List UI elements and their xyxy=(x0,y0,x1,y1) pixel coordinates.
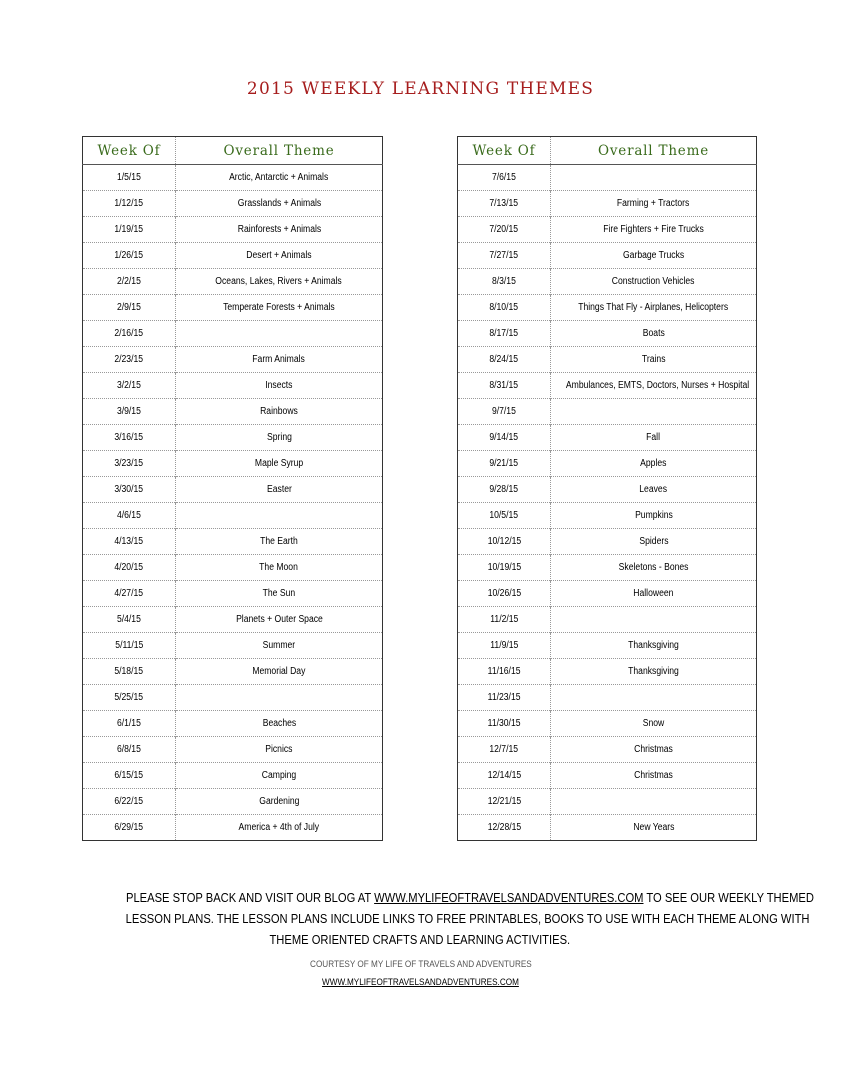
week-of-cell: 8/3/15 xyxy=(458,269,551,295)
week-of-cell: 5/11/15 xyxy=(83,633,176,659)
week-of-cell: 3/2/15 xyxy=(83,373,176,399)
overall-theme-cell: Apples xyxy=(551,451,757,477)
week-of-cell: 9/28/15 xyxy=(458,477,551,503)
table-row xyxy=(83,607,383,633)
overall-theme-cell: Farming + Tractors xyxy=(551,191,757,217)
week-of-header: Week Of xyxy=(83,137,176,165)
week-of-cell: 10/12/15 xyxy=(458,529,551,555)
week-of-cell: 8/17/15 xyxy=(458,321,551,347)
overall-theme-cell: America + 4th of July xyxy=(176,815,383,841)
table-row xyxy=(458,815,757,841)
week-of-cell: 4/13/15 xyxy=(83,529,176,555)
overall-theme-cell: Pumpkins xyxy=(551,503,757,529)
overall-theme-cell: Thanksgiving xyxy=(551,633,757,659)
overall-theme-header: Overall Theme xyxy=(551,137,757,165)
week-of-cell: 7/13/15 xyxy=(458,191,551,217)
overall-theme-cell: Fire Fighters + Fire Trucks xyxy=(551,217,757,243)
table-row xyxy=(458,763,757,789)
overall-theme-cell: The Moon xyxy=(176,555,383,581)
week-of-cell: 7/6/15 xyxy=(458,165,551,191)
week-of-cell: 4/27/15 xyxy=(83,581,176,607)
table-row xyxy=(458,477,757,503)
table-row xyxy=(83,815,383,841)
overall-theme-cell xyxy=(551,165,757,191)
week-of-cell: 6/22/15 xyxy=(83,789,176,815)
overall-theme-cell: Rainforests + Animals xyxy=(176,217,383,243)
table-row xyxy=(458,191,757,217)
week-of-cell: 3/30/15 xyxy=(83,477,176,503)
table-body-right xyxy=(458,165,757,841)
overall-theme-cell: Garbage Trucks xyxy=(551,243,757,269)
table-row xyxy=(83,243,383,269)
table-row xyxy=(458,607,757,633)
table-row xyxy=(458,165,757,191)
blog-link[interactable]: WWW.MYLIFEOFTRAVELSANDADVENTURES.COM xyxy=(374,890,644,905)
table-row xyxy=(83,477,383,503)
overall-theme-cell: Construction Vehicles xyxy=(551,269,757,295)
overall-theme-cell: The Earth xyxy=(176,529,383,555)
table-row xyxy=(83,269,383,295)
table-row xyxy=(83,737,383,763)
week-of-cell: 9/7/15 xyxy=(458,399,551,425)
week-of-cell: 12/7/15 xyxy=(458,737,551,763)
blog-message-line-3: THEME ORIENTED CRAFTS AND LEARNING ACTIVITIES. xyxy=(269,932,571,947)
overall-theme-cell xyxy=(176,503,383,529)
courtesy-credit: COURTESY OF MY LIFE OF TRAVELS AND ADVENTURES xyxy=(309,959,532,970)
overall-theme-cell: Memorial Day xyxy=(176,659,383,685)
week-of-cell: 1/19/15 xyxy=(83,217,176,243)
overall-theme-cell xyxy=(551,789,757,815)
week-of-cell: 2/9/15 xyxy=(83,295,176,321)
overall-theme-cell: Planets + Outer Space xyxy=(176,607,383,633)
blog-message xyxy=(70,887,814,950)
overall-theme-cell: New Years xyxy=(551,815,757,841)
courtesy-link-line xyxy=(0,977,841,988)
overall-theme-cell: Fall xyxy=(551,425,757,451)
table-row xyxy=(83,581,383,607)
table-row xyxy=(458,503,757,529)
week-of-cell: 2/16/15 xyxy=(83,321,176,347)
overall-theme-cell: Easter xyxy=(176,477,383,503)
overall-theme-cell: Trains xyxy=(551,347,757,373)
overall-theme-cell: Farm Animals xyxy=(176,347,383,373)
table-row xyxy=(83,373,383,399)
overall-theme-cell xyxy=(551,607,757,633)
table-row xyxy=(458,685,757,711)
blog-message-line-2: LESSON PLANS. THE LESSON PLANS INCLUDE LINKS TO FREE PRINTABLES, BOOKS TO USE WITH EACH THEME ALONG WITH xyxy=(125,911,810,926)
overall-theme-cell: Spiders xyxy=(551,529,757,555)
table-row xyxy=(83,789,383,815)
week-of-cell: 6/15/15 xyxy=(83,763,176,789)
week-of-cell: 11/30/15 xyxy=(458,711,551,737)
overall-theme-cell: Leaves xyxy=(551,477,757,503)
overall-theme-cell: Desert + Animals xyxy=(176,243,383,269)
table-row xyxy=(83,165,383,191)
table-row xyxy=(83,529,383,555)
table-row xyxy=(458,659,757,685)
week-of-cell: 11/2/15 xyxy=(458,607,551,633)
table-row xyxy=(458,217,757,243)
table-row xyxy=(458,451,757,477)
overall-theme-cell: Summer xyxy=(176,633,383,659)
week-of-cell: 8/10/15 xyxy=(458,295,551,321)
table-row xyxy=(458,399,757,425)
table-row xyxy=(83,347,383,373)
table-row xyxy=(83,555,383,581)
table-row xyxy=(458,295,757,321)
table-row xyxy=(458,425,757,451)
week-of-cell: 10/19/15 xyxy=(458,555,551,581)
overall-theme-cell: Boats xyxy=(551,321,757,347)
table-row xyxy=(458,373,757,399)
week-of-cell: 12/21/15 xyxy=(458,789,551,815)
table-row xyxy=(458,789,757,815)
table-header-row xyxy=(458,137,757,165)
table-row xyxy=(83,191,383,217)
week-of-cell: 2/23/15 xyxy=(83,347,176,373)
overall-theme-cell xyxy=(176,685,383,711)
overall-theme-cell: Oceans, Lakes, Rivers + Animals xyxy=(176,269,383,295)
table-row xyxy=(83,399,383,425)
week-of-cell: 6/29/15 xyxy=(83,815,176,841)
week-of-cell: 7/20/15 xyxy=(458,217,551,243)
week-of-cell: 12/14/15 xyxy=(458,763,551,789)
week-of-cell: 11/16/15 xyxy=(458,659,551,685)
overall-theme-cell: Insects xyxy=(176,373,383,399)
overall-theme-cell: Halloween xyxy=(551,581,757,607)
week-of-cell: 6/1/15 xyxy=(83,711,176,737)
week-of-cell: 10/5/15 xyxy=(458,503,551,529)
week-of-cell: 11/9/15 xyxy=(458,633,551,659)
table-row xyxy=(83,711,383,737)
week-of-cell: 3/23/15 xyxy=(83,451,176,477)
overall-theme-cell xyxy=(551,685,757,711)
overall-theme-cell: Beaches xyxy=(176,711,383,737)
week-of-cell: 5/25/15 xyxy=(83,685,176,711)
table-row xyxy=(458,347,757,373)
week-of-cell: 11/23/15 xyxy=(458,685,551,711)
overall-theme-cell: Grasslands + Animals xyxy=(176,191,383,217)
overall-theme-header: Overall Theme xyxy=(176,137,383,165)
week-of-cell: 2/2/15 xyxy=(83,269,176,295)
overall-theme-cell: Spring xyxy=(176,425,383,451)
table-row xyxy=(83,217,383,243)
table-row xyxy=(458,269,757,295)
week-of-cell: 5/18/15 xyxy=(83,659,176,685)
table-row xyxy=(83,451,383,477)
overall-theme-cell: Thanksgiving xyxy=(551,659,757,685)
overall-theme-cell: Picnics xyxy=(176,737,383,763)
week-of-cell: 7/27/15 xyxy=(458,243,551,269)
courtesy-link[interactable]: WWW.MYLIFEOFTRAVELSANDADVENTURES.COM xyxy=(322,977,519,988)
overall-theme-cell: Things That Fly - Airplanes, Helicopters xyxy=(551,295,757,321)
blog-message-line-1: PLEASE STOP BACK AND VISIT OUR BLOG AT WWW.MYLIFEOFTRAVELSANDADVENTURES.COM TO SEE OUR WEEKLY THEMED xyxy=(125,890,814,905)
week-of-cell: 1/5/15 xyxy=(83,165,176,191)
table-row xyxy=(458,633,757,659)
themes-table-july-december xyxy=(457,136,757,841)
table-row xyxy=(83,633,383,659)
overall-theme-cell: Camping xyxy=(176,763,383,789)
table-row xyxy=(458,529,757,555)
table-row xyxy=(458,321,757,347)
week-of-cell: 4/20/15 xyxy=(83,555,176,581)
week-of-cell: 8/31/15 xyxy=(458,373,551,399)
overall-theme-cell: Temperate Forests + Animals xyxy=(176,295,383,321)
week-of-cell: 4/6/15 xyxy=(83,503,176,529)
table-row xyxy=(458,711,757,737)
week-of-cell: 3/16/15 xyxy=(83,425,176,451)
week-of-cell: 10/26/15 xyxy=(458,581,551,607)
themes-table-january-june xyxy=(82,136,383,841)
table-row xyxy=(83,295,383,321)
table-row xyxy=(83,503,383,529)
week-of-cell: 5/4/15 xyxy=(83,607,176,633)
week-of-cell: 1/12/15 xyxy=(83,191,176,217)
table-row xyxy=(458,555,757,581)
table-row xyxy=(83,685,383,711)
page-title: 2015 WEEKLY LEARNING THEMES xyxy=(246,79,595,99)
table-body-left xyxy=(83,165,383,841)
week-of-cell: 1/26/15 xyxy=(83,243,176,269)
overall-theme-cell: Rainbows xyxy=(176,399,383,425)
overall-theme-cell: Gardening xyxy=(176,789,383,815)
week-of-cell: 6/8/15 xyxy=(83,737,176,763)
overall-theme-cell: Maple Syrup xyxy=(176,451,383,477)
overall-theme-cell: The Sun xyxy=(176,581,383,607)
week-of-cell: 8/24/15 xyxy=(458,347,551,373)
table-row xyxy=(458,243,757,269)
week-of-cell: 3/9/15 xyxy=(83,399,176,425)
overall-theme-cell: Ambulances, EMTS, Doctors, Nurses + Hospital xyxy=(551,373,757,399)
table-row xyxy=(83,425,383,451)
table-row xyxy=(83,659,383,685)
overall-theme-cell xyxy=(551,399,757,425)
table-header-row xyxy=(83,137,383,165)
table-row xyxy=(458,737,757,763)
overall-theme-cell: Arctic, Antarctic + Animals xyxy=(229,172,329,183)
week-of-cell: 12/28/15 xyxy=(458,815,551,841)
week-of-header: Week Of xyxy=(458,137,551,165)
overall-theme-cell: Christmas xyxy=(551,737,757,763)
table-row xyxy=(83,763,383,789)
week-of-cell: 9/14/15 xyxy=(458,425,551,451)
table-row xyxy=(83,321,383,347)
week-of-cell: 9/21/15 xyxy=(458,451,551,477)
overall-theme-cell: Snow xyxy=(551,711,757,737)
overall-theme-cell xyxy=(176,321,383,347)
overall-theme-cell: Christmas xyxy=(551,763,757,789)
table-row xyxy=(458,581,757,607)
overall-theme-cell: Skeletons - Bones xyxy=(551,555,757,581)
